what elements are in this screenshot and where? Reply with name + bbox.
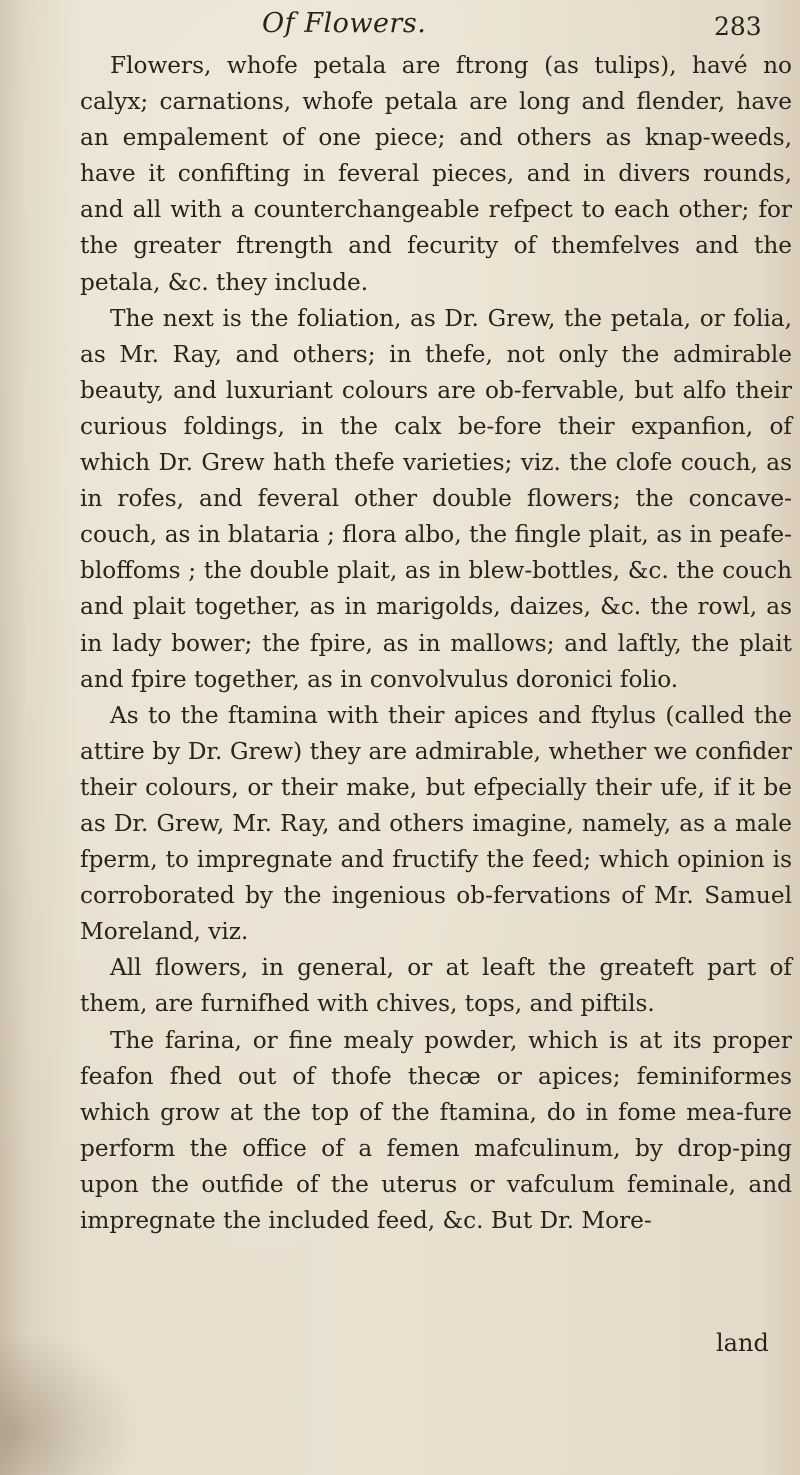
paragraph-chives: All flowers, in general, or at leaft the greateft part of them, are furnifhed with chives, tops, and piftils.	[80, 954, 792, 1018]
paragraph-farina: The farina, or fine mealy powder, which is at its proper feafon fhed out of thofe thecæ or apices; feminiformes which grow at the top of the ftamina, do in fome mea-fure perform the office of a femen mafculinum, by drop-ping upon the outfide of the uterus or vafculum feminale, and impregnate the included feed, &c. But Dr. More-	[80, 1026, 792, 1234]
page-number: 283	[714, 12, 762, 41]
page-header	[0, 8, 800, 48]
running-head: Of Flowers.	[262, 8, 427, 39]
catchword: land	[716, 1329, 769, 1357]
page-stain	[0, 1330, 140, 1475]
paragraph-calyx: Flowers, whofe petala are ftrong (as tulips), havé no calyx; carnations, whofe petala are long and flender, have an empalement of one piece; and others as knap-weeds, have it confifting in feveral pieces, and in divers rounds, and all with a counterchangeable refpect to each other; for the greater ftrength and fecurity of themfelves and the petala, &c. they include.	[80, 52, 792, 296]
paragraph-stamina: As to the ftamina with their apices and ftylus (called the attire by Dr. Grew) they are admirable, whether we confider their colours, or their make, but efpecially their ufe, if it be as Dr. Grew, Mr. Ray, and others imagine, namely, as a male fperm, to impregnate and fructify the feed; which opinion is corroborated by the ingenious ob-fervations of Mr. Samuel Moreland, viz.	[80, 701, 792, 946]
text-body	[80, 48, 792, 1239]
paragraph-foliation: The next is the foliation, as Dr. Grew, the petala, or folia, as Mr. Ray, and others; in thefe, not only the admirable beauty, and luxuriant colours are ob-fervable, but alfo their curious foldings, in the calx be-fore their expanfion, of which Dr. Grew hath thefe varieties; viz. the clofe couch, as in rofes, and feveral other double flowers; the concave-couch, as in blataria ; flora albo, the fingle plait, as in peafe-bloffoms ; the double plait, as in blew-bottles, &c. the couch and plait together, as in marigolds, daizes, &c. the rowl, as in lady bower; the fpire, as in mallows; and laftly, the plait and fpire together, as in convolvulus doronici folio.	[80, 304, 792, 693]
